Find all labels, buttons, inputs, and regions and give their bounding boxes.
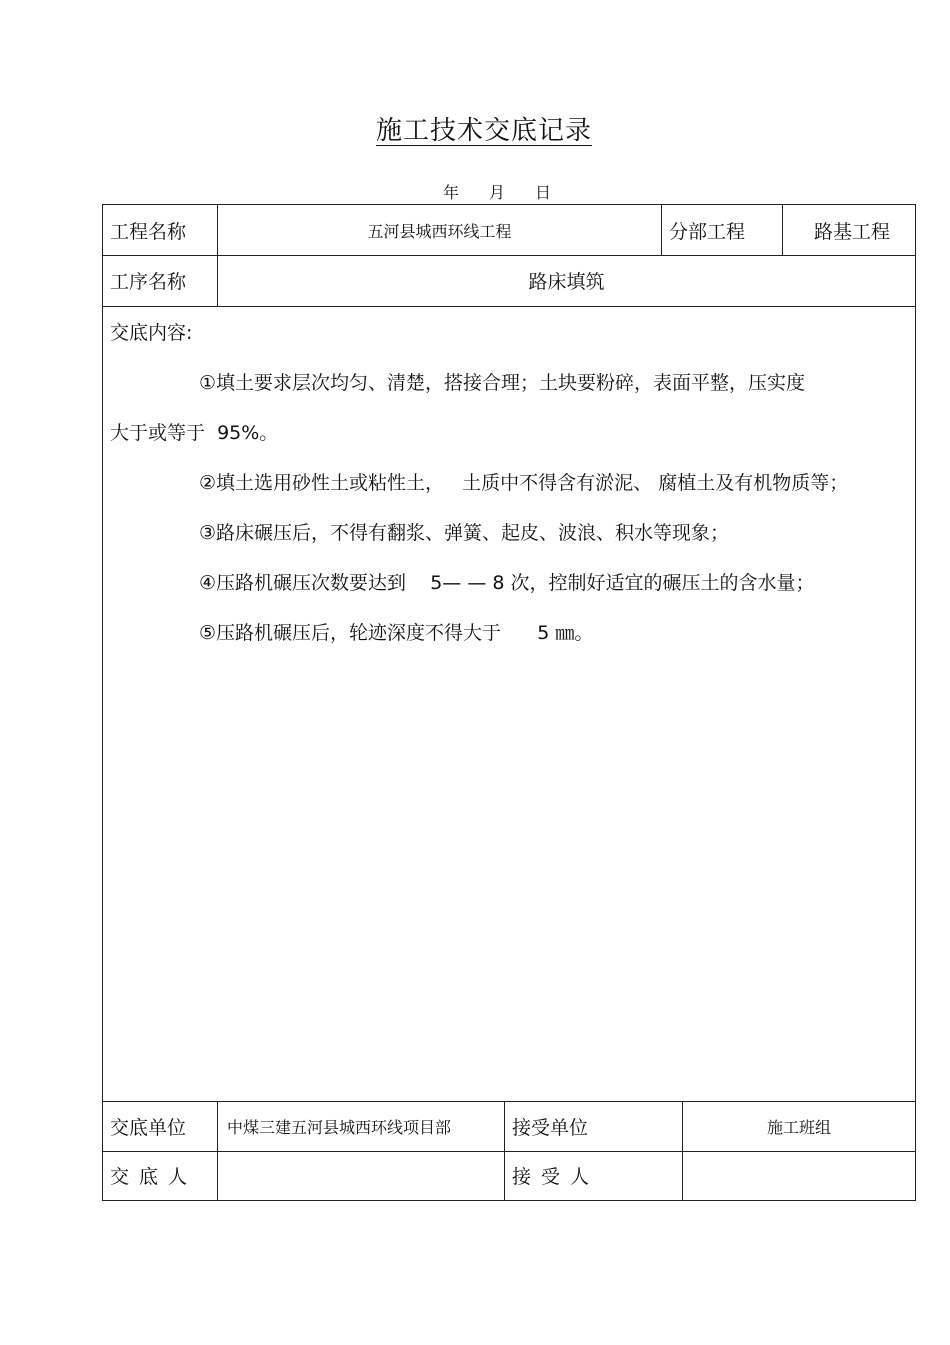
receiver-unit-value: 施工班组: [766, 1117, 831, 1137]
content-line-2: 大于或等于 95%。: [110, 422, 279, 444]
content-line-4: ③路床碾压后，不得有翻浆、弹簧、起皮、波浪、积水等现象；: [199, 522, 730, 544]
record-form-table: [102, 204, 916, 1201]
content-line-6: ⑤压路机碾压后，轮迹深度不得大于 5 ㎜。: [199, 622, 594, 644]
division-label: 分部工程: [662, 205, 783, 255]
footer-row-units: [103, 1101, 915, 1152]
date-day: 日: [535, 183, 552, 202]
header-row-process: [103, 255, 915, 307]
briefing-content-area: [103, 306, 915, 1102]
receiver-person-label: 接受人: [505, 1151, 683, 1200]
content-line-5: ④压路机碾压次数要达到 5— — 8 次，控制好适宜的碾压土的含水量；: [199, 572, 815, 594]
issuer-unit-label: 交底单位: [103, 1101, 218, 1151]
date-month: 月: [489, 183, 506, 202]
project-name-label: 工程名称: [103, 205, 218, 255]
content-heading: 交底内容:: [110, 322, 193, 344]
content-line-1: ①填土要求层次均匀、清楚，搭接合理；土块要粉碎，表面平整，压实度: [199, 372, 806, 394]
header-row-project: [103, 205, 915, 256]
issuer-unit-value: 中煤三建五河县城西环线项目部: [218, 1101, 505, 1151]
division-value: 路基工程: [814, 220, 891, 243]
document-title: 施工技术交底记录: [376, 116, 593, 146]
process-name-value: 路床填筑: [528, 271, 605, 293]
footer-row-persons: [103, 1151, 915, 1200]
receiver-unit-label: 接受单位: [505, 1101, 683, 1151]
project-name-value: 五河县城西环线工程: [218, 205, 662, 255]
issuer-person-value: [218, 1151, 505, 1200]
content-line-3: ②填土选用砂性土或粘性土， 土质中不得含有淤泥、 腐植土及有机物质等；: [199, 472, 849, 494]
process-name-label: 工序名称: [103, 255, 218, 306]
receiver-person-value: [683, 1151, 915, 1200]
issuer-person-label: 交底人: [103, 1151, 218, 1200]
date-year: 年: [443, 183, 460, 202]
date-line: [443, 180, 551, 203]
